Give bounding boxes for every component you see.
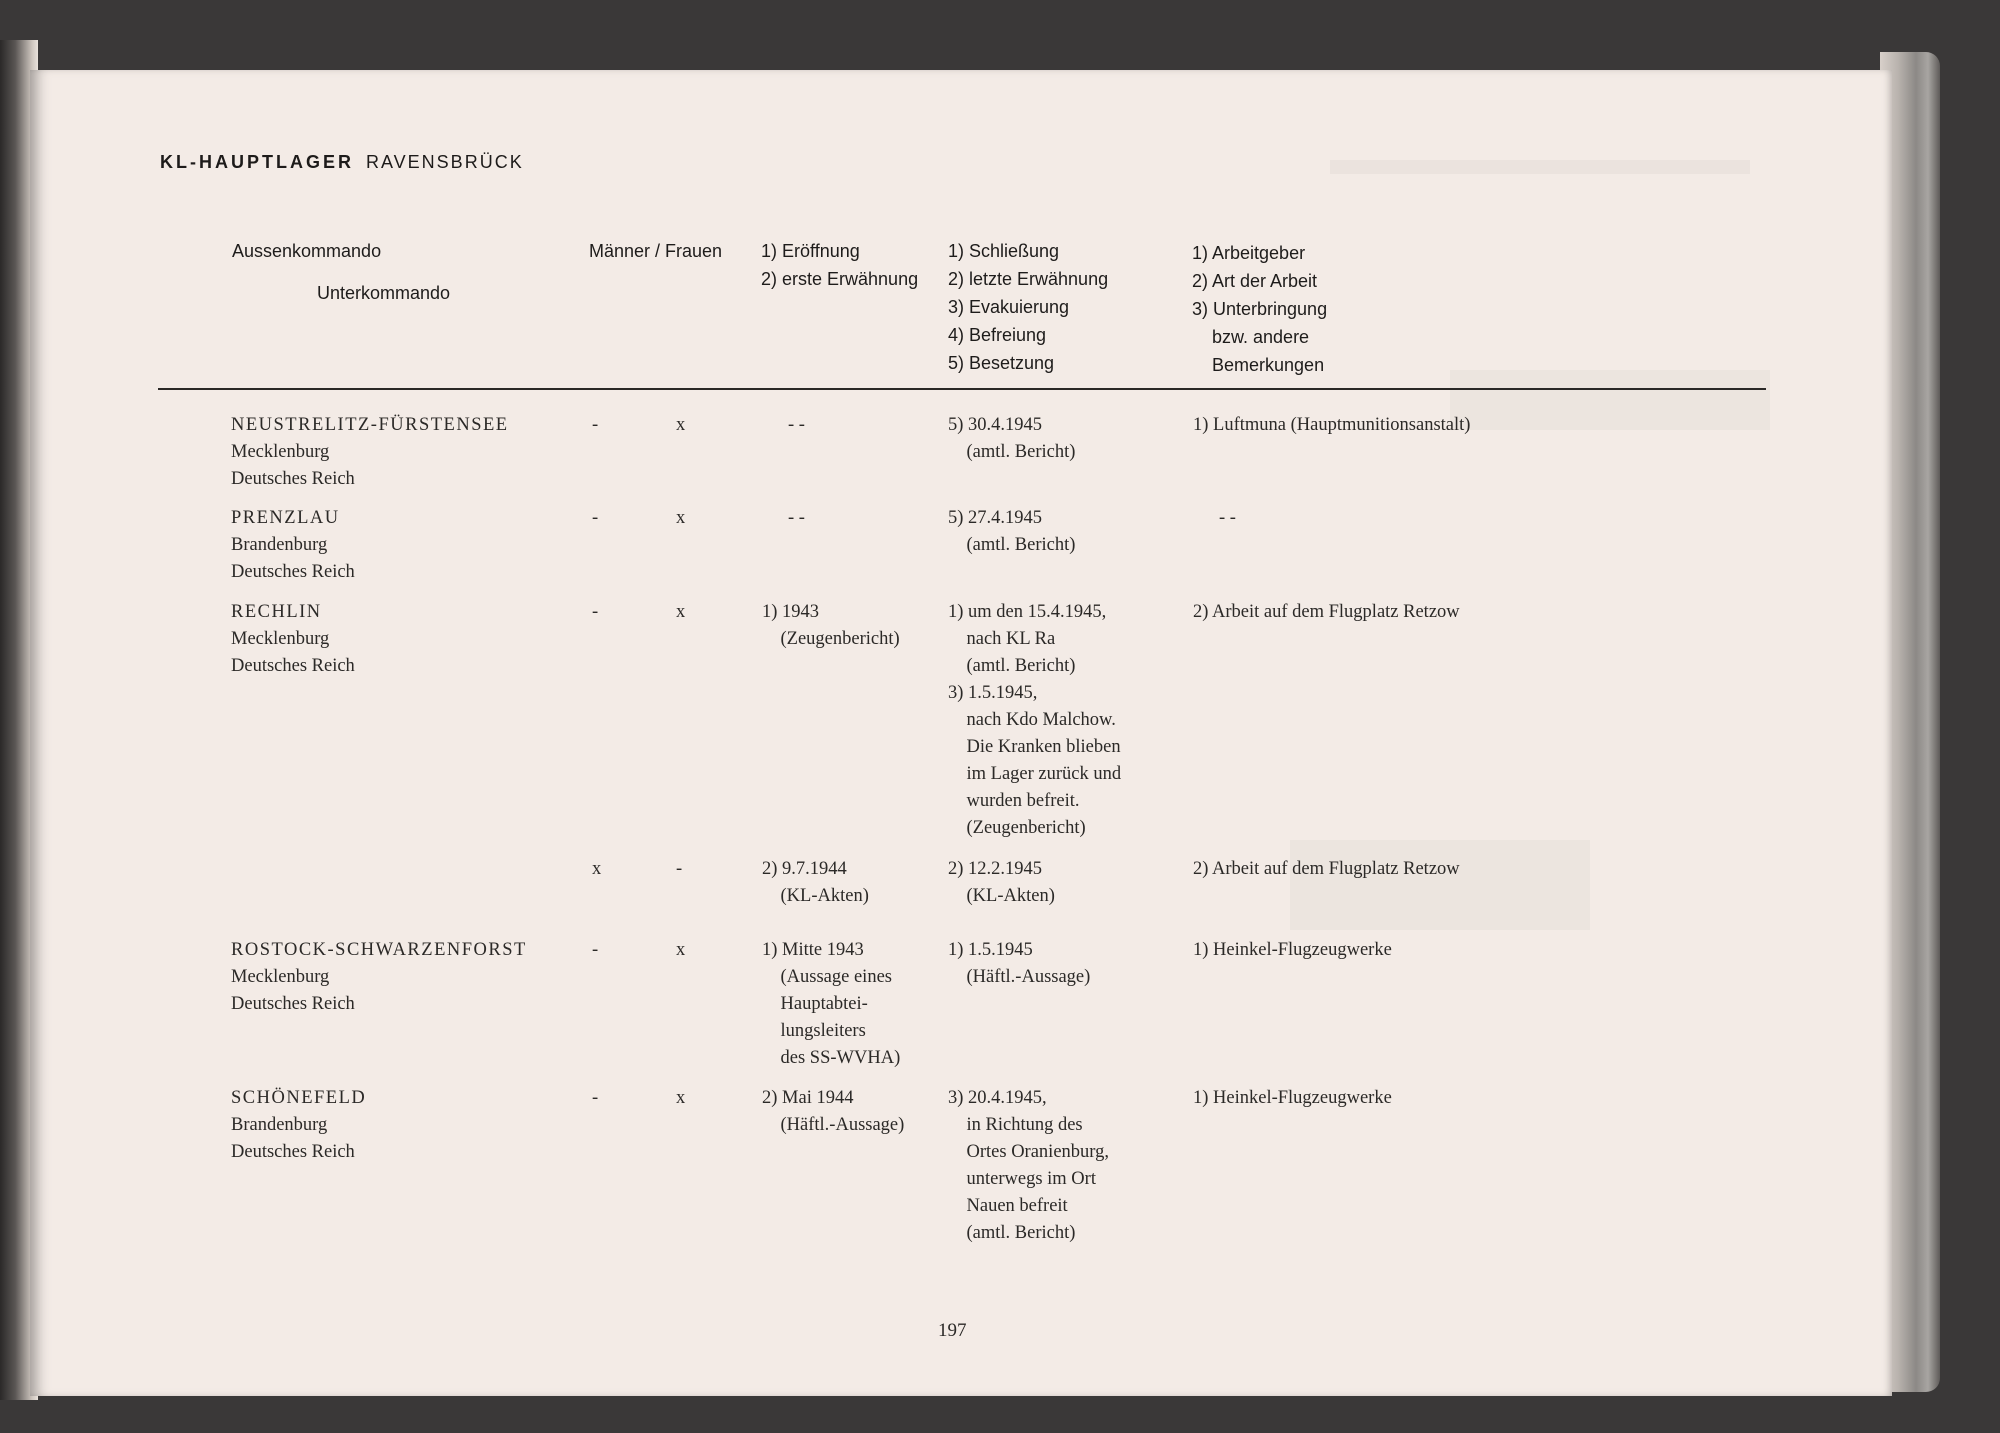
men-mark: - — [592, 415, 599, 435]
column-header-gender: Männer / Frauen — [589, 241, 723, 261]
men-mark: - — [592, 940, 599, 960]
camp-name: PRENZLAU — [231, 508, 340, 528]
column-header-camp: Aussenkommando — [232, 241, 382, 261]
women-mark: x — [676, 415, 686, 435]
opening-info: 2) 9.7.1944 (KL-Akten) — [762, 859, 869, 906]
employer-info: 1) Heinkel-Flugzeugwerke — [1193, 940, 1392, 960]
camp-name: SCHÖNEFELD — [231, 1088, 367, 1108]
bleed-through-shadow — [1450, 370, 1770, 430]
camp-region: Mecklenburg Deutsches Reich — [231, 967, 355, 1014]
closing-info: 2) 12.2.1945 (KL-Akten) — [948, 859, 1055, 906]
camp-region: Mecklenburg Deutsches Reich — [231, 442, 355, 489]
men-mark: - — [592, 1088, 599, 1108]
bleed-through-shadow — [1330, 160, 1750, 174]
closing-info: 3) 20.4.1945, in Richtung des Ortes Oranienburg, unterwegs im Ort Nauen befreit (amtl. Bericht) — [948, 1088, 1109, 1243]
opening-info: 2) Mai 1944 (Häftl.-Aussage) — [762, 1088, 905, 1135]
opening-info: 1) Mitte 1943 (Aussage eines Hauptabtei- lungsleiters des SS-WVHA) — [762, 940, 901, 1068]
column-header-opening: 1) Eröffnung 2) erste Erwähnung — [761, 241, 919, 289]
page-number: 197 — [938, 1320, 967, 1341]
employer-info: 2) Arbeit auf dem Flugplatz Retzow — [1193, 859, 1460, 879]
opening-info: - - — [788, 508, 805, 528]
men-mark: x — [592, 859, 602, 879]
camp-region: Brandenburg Deutsches Reich — [231, 1115, 355, 1162]
closing-info: 1) um den 15.4.1945, nach KL Ra (amtl. Bericht) 3) 1.5.1945, nach Kdo Malchow. Die Kranken blieben im Lager zurück und wurden befreit. (Zeugenbericht) — [948, 602, 1122, 838]
closing-info: 5) 30.4.1945 (amtl. Bericht) — [948, 415, 1076, 462]
women-mark: - — [676, 859, 683, 879]
column-header-employer: 1) Arbeitgeber 2) Art der Arbeit 3) Unterbringung bzw. andere Bemerkungen — [1192, 243, 1328, 375]
camp-region: Brandenburg Deutsches Reich — [231, 535, 355, 582]
employer-info: 1) Luftmuna (Hauptmunitionsanstalt) — [1193, 415, 1471, 435]
opening-info: - - — [788, 415, 805, 435]
column-header-subcamp: Unterkommando — [317, 283, 451, 303]
header-title: KL-HAUPTLAGER — [160, 152, 354, 172]
camp-name: RECHLIN — [231, 602, 322, 622]
page-header — [160, 152, 524, 173]
header-divider — [158, 388, 1766, 390]
opening-info: 1) 1943 (Zeugenbericht) — [762, 602, 900, 649]
men-mark: - — [592, 508, 599, 528]
men-mark: - — [592, 602, 599, 622]
header-subtitle: RAVENSBRÜCK — [366, 152, 524, 172]
bleed-through-shadow — [1290, 840, 1590, 930]
employer-info: 1) Heinkel-Flugzeugwerke — [1193, 1088, 1392, 1108]
closing-info: 5) 27.4.1945 (amtl. Bericht) — [948, 508, 1076, 555]
column-header-closing: 1) Schließung 2) letzte Erwähnung 3) Evakuierung 4) Befreiung 5) Besetzung — [948, 241, 1109, 373]
employer-info: 2) Arbeit auf dem Flugplatz Retzow — [1193, 602, 1460, 622]
camp-name: NEUSTRELITZ-FÜRSTENSEE — [231, 415, 509, 435]
women-mark: x — [676, 602, 686, 622]
women-mark: x — [676, 940, 686, 960]
closing-info: 1) 1.5.1945 (Häftl.-Aussage) — [948, 940, 1091, 987]
camp-region: Mecklenburg Deutsches Reich — [231, 629, 355, 676]
camp-name: ROSTOCK-SCHWARZENFORST — [231, 940, 527, 960]
women-mark: x — [676, 508, 686, 528]
women-mark: x — [676, 1088, 686, 1108]
employer-info: - - — [1219, 508, 1236, 528]
